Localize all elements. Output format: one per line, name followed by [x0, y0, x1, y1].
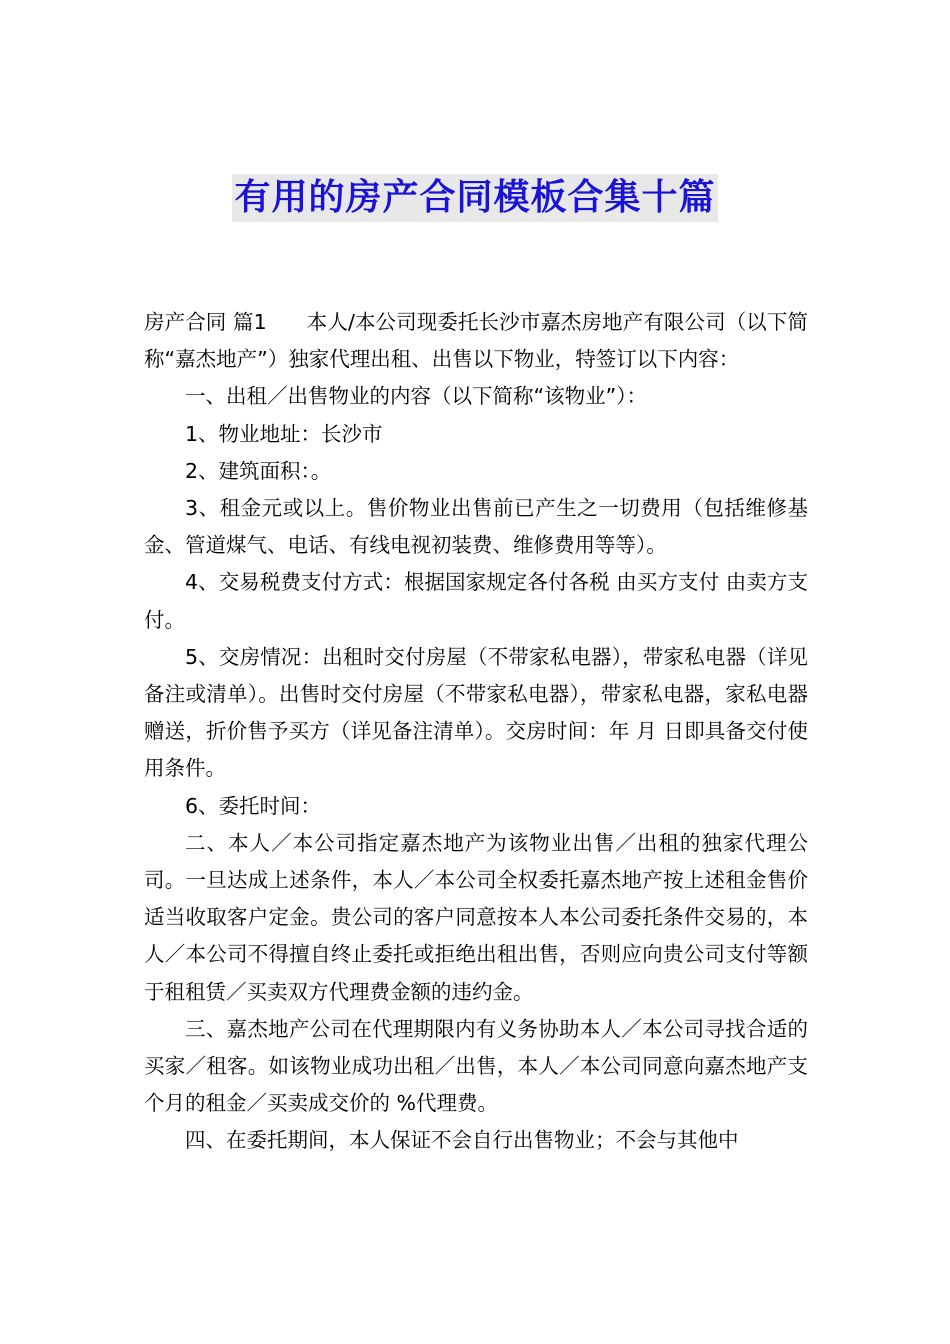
title-container — [0, 174, 950, 222]
paragraph-clause-2: 二、本人／本公司指定嘉杰地产为该物业出售／出租的独家代理公司。一旦达成上述条件，本人／本公司全权委托嘉杰地产按上述租金售价适当收取客户定金。贵公司的客户同意按本人本公司委托条件交易的，本人／本公司不得擅自终止委托或拒绝出租出售，否则应向贵公司支付等额于租租赁／买卖双方代理费金额的违约金。 — [144, 830, 808, 1004]
paragraph-item-1: 1、物业地址：长沙市 — [185, 421, 383, 446]
paragraph-intro — [144, 304, 808, 378]
intro-text: 本人/本公司现委托长沙市嘉杰房地产有限公司（以下简称“嘉杰地产”）独家代理出租、出售以下物业，特签订以下内容： — [144, 310, 809, 372]
paragraph-clause-4: 四、在委托期间，本人保证不会自行出售物业；不会与其他中 — [185, 1128, 739, 1153]
section-label: 房产合同 篇1 — [144, 310, 267, 334]
document-title: 有用的房产合同模板合集十篇 — [232, 174, 717, 222]
paragraph-item-2: 2、建筑面积：。 — [185, 458, 332, 483]
paragraph-item-6: 6、委托时间： — [185, 793, 322, 818]
paragraph-item-5: 5、交房情况：出租时交付房屋（不带家私电器），带家私电器（详见备注或清单）。出售时交付房屋（不带家私电器），带家私电器，家私电器赠送，折价售予买方（详见备注清单）。交房时间：年 月 日即具备交付使用条件。 — [144, 644, 808, 781]
document-body — [144, 304, 808, 1160]
paragraph-clause-1: 一、出租／出售物业的内容（以下简称“该物业”）： — [185, 384, 647, 409]
paragraph-item-4: 4、交易税费支付方式：根据国家规定各付各税 由买方支付 由卖方支付。 — [144, 570, 808, 632]
paragraph-clause-3: 三、嘉杰地产公司在代理期限内有义务协助本人／本公司寻找合适的买家／租客。如该物业成功出租／出售，本人／本公司同意向嘉杰地产支 个月的租金／买卖成交价的 %代理费。 — [144, 1016, 808, 1116]
paragraph-item-3: 3、租金元或以上。售价物业出售前已产生之一切费用（包括维修基金、管道煤气、电话、有线电视初装费、维修费用等等）。 — [144, 496, 808, 558]
